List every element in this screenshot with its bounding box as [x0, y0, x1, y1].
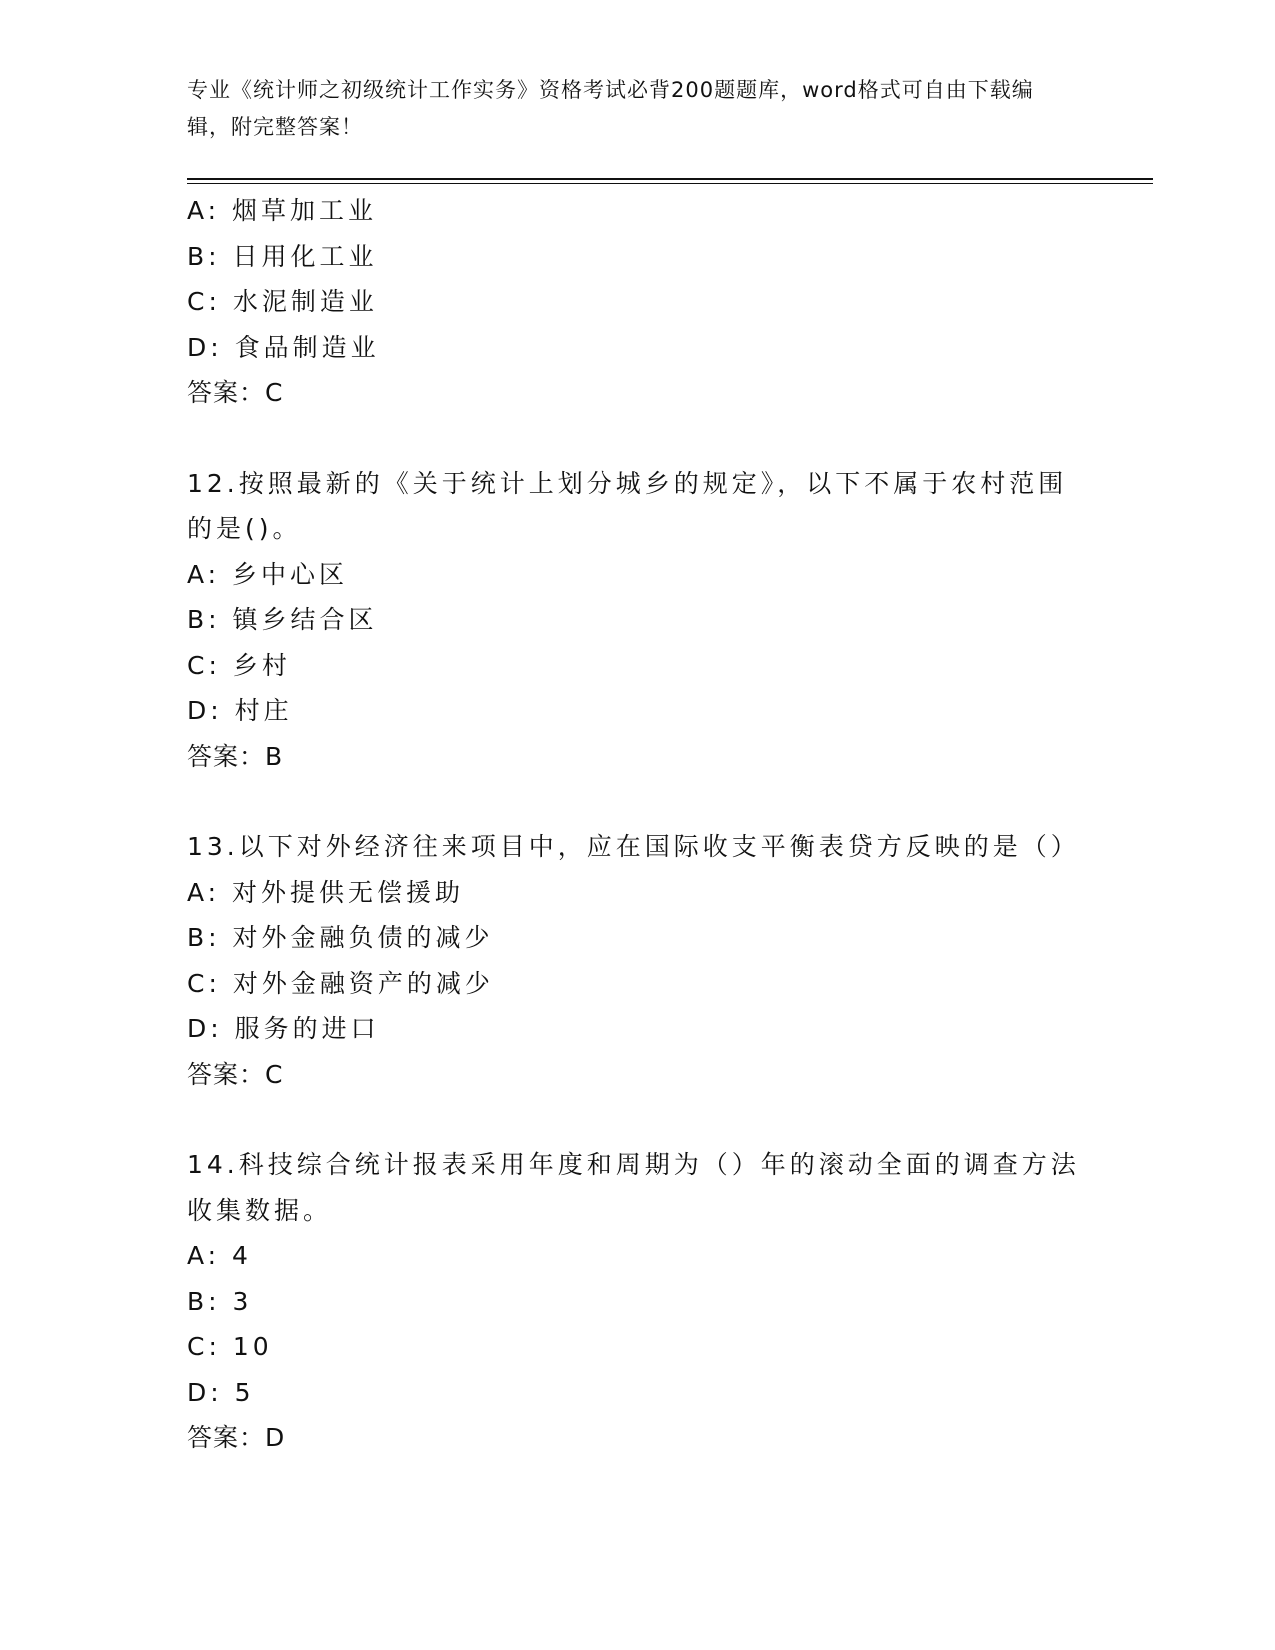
answer-line: 答案：C: [187, 378, 284, 407]
option-text: 乡中心区: [232, 559, 349, 589]
question-stem: 14.科技综合统计报表采用年度和周期为（）年的滚动全面的调查方法收集数据。: [187, 1150, 1080, 1225]
option-letter: B:: [187, 923, 221, 952]
option-letter: B:: [187, 241, 221, 271]
option-text: 对外金融资产的减少: [232, 968, 494, 998]
option-letter: A:: [187, 559, 221, 589]
option-letter: A:: [187, 196, 221, 225]
option-text: 服务的进口: [234, 1014, 380, 1043]
option-text: 3: [232, 1286, 253, 1316]
option-letter: D:: [187, 696, 223, 725]
option-text: 烟草加工业: [232, 196, 378, 225]
option-letter: D:: [187, 1014, 223, 1043]
option-a: [187, 1233, 1087, 1279]
page-header: 专业《统计师之初级统计工作实务》资格考试必背200题题库，word格式可自由下载编辑，附完整答案！: [187, 78, 1034, 139]
option-c: [187, 1324, 1087, 1370]
option-a: [187, 870, 1087, 916]
option-text: 水泥制造业: [232, 287, 378, 316]
option-letter: C:: [187, 650, 221, 680]
option-letter: B:: [187, 605, 221, 634]
option-a: [187, 552, 1087, 598]
option-letter: C:: [187, 1332, 221, 1361]
question-list: [187, 188, 1087, 1461]
answer-line: 答案：D: [187, 1423, 286, 1452]
option-letter: A:: [187, 877, 221, 907]
question-block: [187, 1142, 1087, 1461]
option-a: [187, 188, 1087, 234]
header-rule-thick: [187, 178, 1153, 180]
option-b: [187, 234, 1087, 280]
question-block: [187, 188, 1087, 416]
answer-line: 答案：B: [187, 741, 284, 771]
option-text: 镇乡结合区: [232, 605, 378, 634]
option-text: 日用化工业: [232, 241, 378, 271]
option-letter: B:: [187, 1286, 221, 1316]
option-c: [187, 643, 1087, 689]
option-text: 对外金融负债的减少: [232, 923, 494, 952]
option-d: [187, 1370, 1087, 1416]
option-text: 乡村: [232, 650, 291, 680]
option-letter: D:: [187, 1377, 223, 1407]
option-d: [187, 325, 1087, 371]
option-letter: C:: [187, 287, 221, 316]
question-block: [187, 824, 1087, 1097]
option-text: 食品制造业: [234, 332, 380, 362]
header-rule-thin: [187, 183, 1153, 184]
option-d: [187, 1006, 1087, 1052]
question-stem: 13.以下对外经济往来项目中，应在国际收支平衡表贷方反映的是（）: [187, 832, 1080, 861]
option-text: 5: [234, 1377, 255, 1407]
option-letter: D:: [187, 332, 223, 362]
option-text: 对外提供无偿援助: [232, 877, 465, 907]
option-c: [187, 961, 1087, 1007]
option-b: [187, 1279, 1087, 1325]
option-text: 4: [232, 1241, 252, 1270]
option-text: 村庄: [234, 696, 293, 725]
option-letter: A:: [187, 1241, 221, 1270]
option-d: [187, 688, 1087, 734]
option-c: [187, 279, 1087, 325]
option-b: [187, 597, 1087, 643]
question-block: [187, 461, 1087, 780]
option-letter: C:: [187, 968, 221, 998]
question-stem: 12.按照最新的《关于统计上划分城乡的规定》，以下不属于农村范围的是()。: [187, 468, 1068, 543]
option-b: [187, 915, 1087, 961]
answer-line: 答案：C: [187, 1059, 284, 1089]
option-text: 10: [232, 1332, 273, 1361]
